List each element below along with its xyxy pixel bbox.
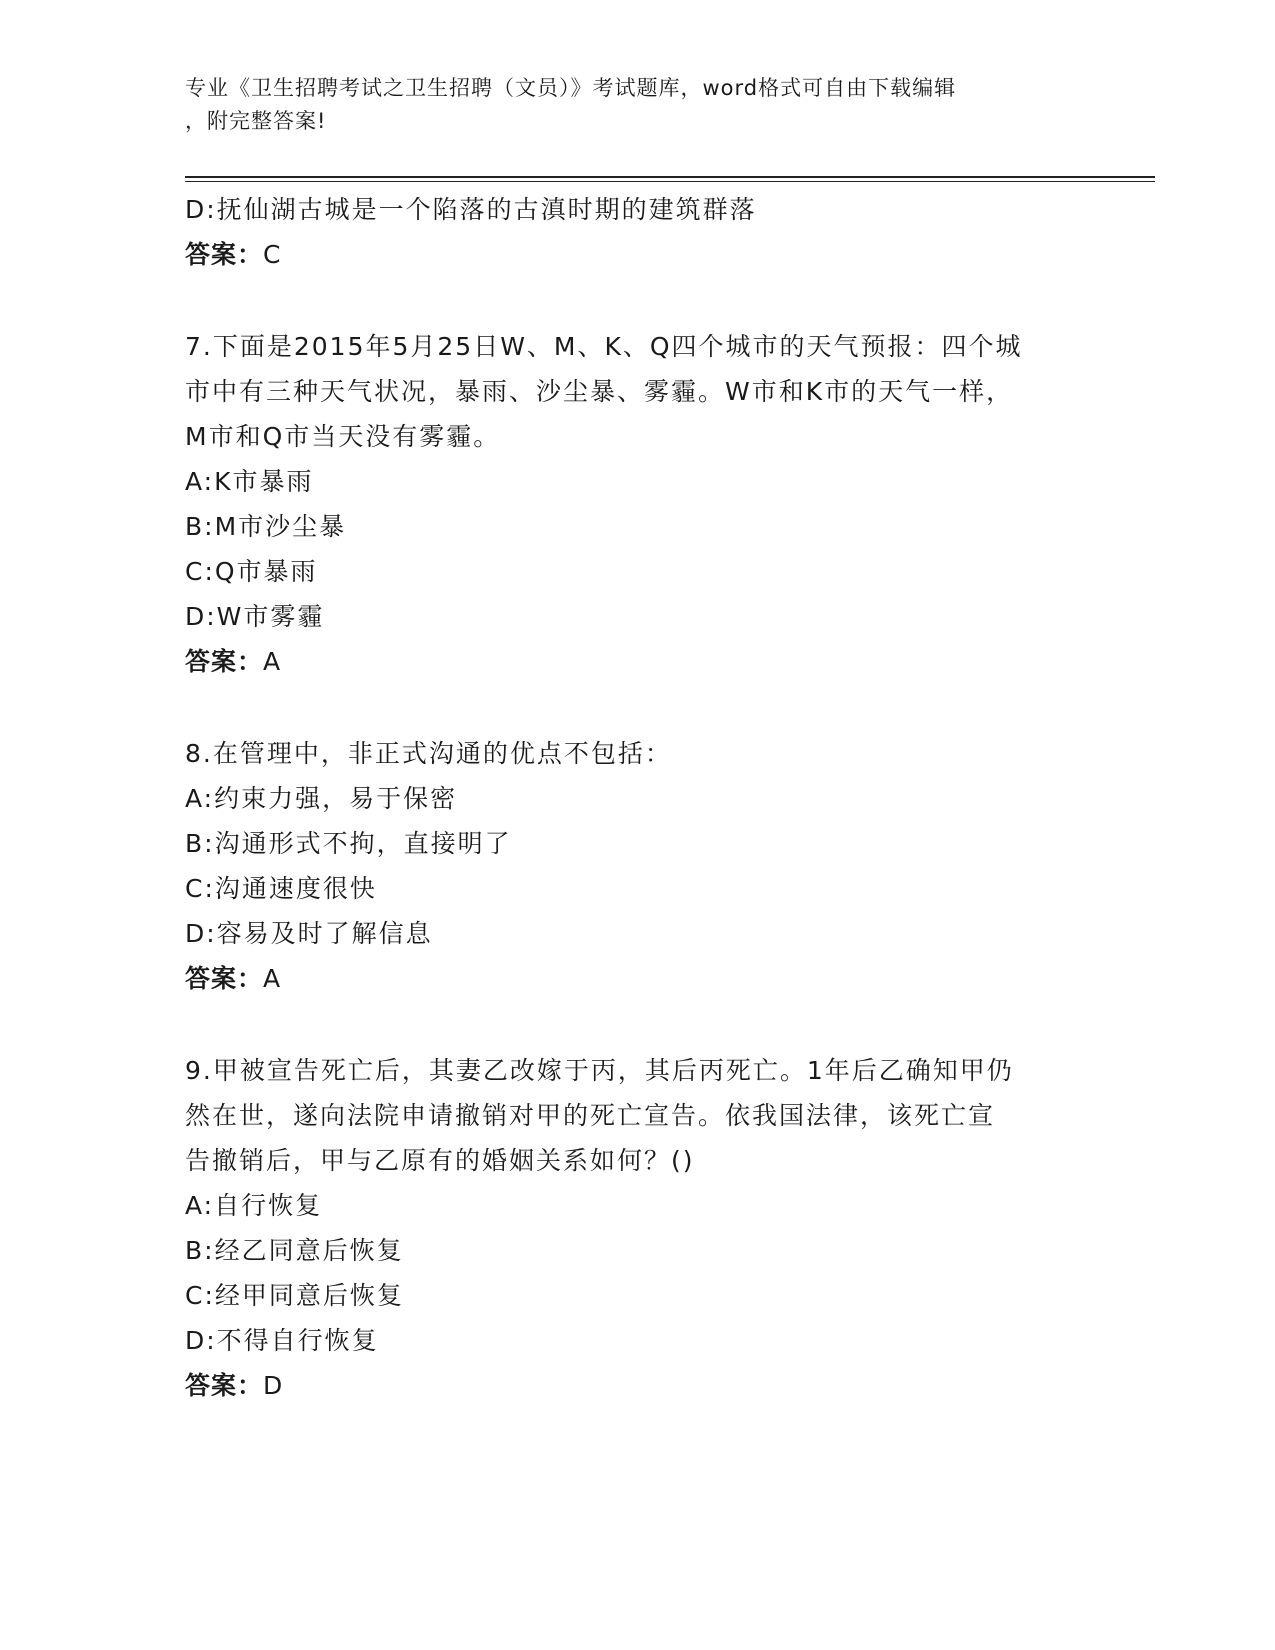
- question-text-line: 7.下面是2015年5月25日W、M、K、Q四个城市的天气预报：四个城: [185, 332, 1023, 361]
- question-text-line: 8.在管理中，非正式沟通的优点不包括：: [185, 739, 672, 768]
- option-c: C:Q市暴雨: [185, 557, 318, 586]
- question-9: [185, 1048, 1085, 1408]
- answer-value: D: [263, 1371, 284, 1400]
- answer-label: 答案：: [185, 240, 264, 269]
- option-d: D:容易及时了解信息: [185, 919, 433, 948]
- option-a: A:约束力强，易于保密: [185, 784, 458, 813]
- spacer: [185, 277, 1085, 324]
- answer-line: [185, 639, 1085, 684]
- question-text-line: 9.甲被宣告死亡后，其妻乙改嫁于丙，其后丙死亡。1年后乙确知甲仍: [185, 1056, 1014, 1085]
- answer-value: A: [263, 964, 282, 993]
- header-divider: [185, 176, 1155, 178]
- spacer: [185, 1001, 1085, 1048]
- answer-line: [185, 956, 1085, 1001]
- question-text-line: 告撤销后，甲与乙原有的婚姻关系如何？(): [185, 1146, 695, 1175]
- spacer: [185, 684, 1085, 731]
- option-a: A:K市暴雨: [185, 467, 314, 496]
- option-d: D:抚仙湖古城是一个陷落的古滇时期的建筑群落: [185, 195, 757, 224]
- option-d: D:W市雾霾: [185, 602, 325, 631]
- option-c: C:经甲同意后恢复: [185, 1281, 404, 1310]
- question-list: [185, 187, 1085, 1408]
- option-b: B:经乙同意后恢复: [185, 1236, 404, 1265]
- answer-label: 答案：: [185, 1371, 264, 1400]
- question-text-line: 然在世，遂向法院申请撤销对甲的死亡宣告。依我国法律，该死亡宣: [185, 1101, 996, 1130]
- answer-value: A: [263, 647, 282, 676]
- answer-line: [185, 1363, 1085, 1408]
- option-b: B:M市沙尘暴: [185, 512, 347, 541]
- document-header: [185, 72, 1065, 138]
- question-7: [185, 324, 1085, 684]
- answer-line: [185, 232, 1085, 277]
- answer-label: 答案：: [185, 647, 264, 676]
- question-text-line: M市和Q市当天没有雾霾。: [185, 422, 501, 451]
- header-line-2: ，附完整答案!: [185, 109, 327, 133]
- question-8: [185, 731, 1085, 1001]
- answer-value: C: [263, 240, 282, 269]
- option-c: C:沟通速度很快: [185, 874, 377, 903]
- answer-label: 答案：: [185, 964, 264, 993]
- header-line-1: 专业《卫生招聘考试之卫生招聘（文员）》考试题库，word格式可自由下载编辑: [185, 76, 957, 100]
- option-b: B:沟通形式不拘，直接明了: [185, 829, 512, 858]
- option-a: A:自行恢复: [185, 1191, 323, 1220]
- option-d: D:不得自行恢复: [185, 1326, 379, 1355]
- header-divider-thin: [185, 181, 1155, 182]
- question-text-line: 市中有三种天气状况，暴雨、沙尘暴、雾霾。W市和K市的天气一样，: [185, 377, 1014, 406]
